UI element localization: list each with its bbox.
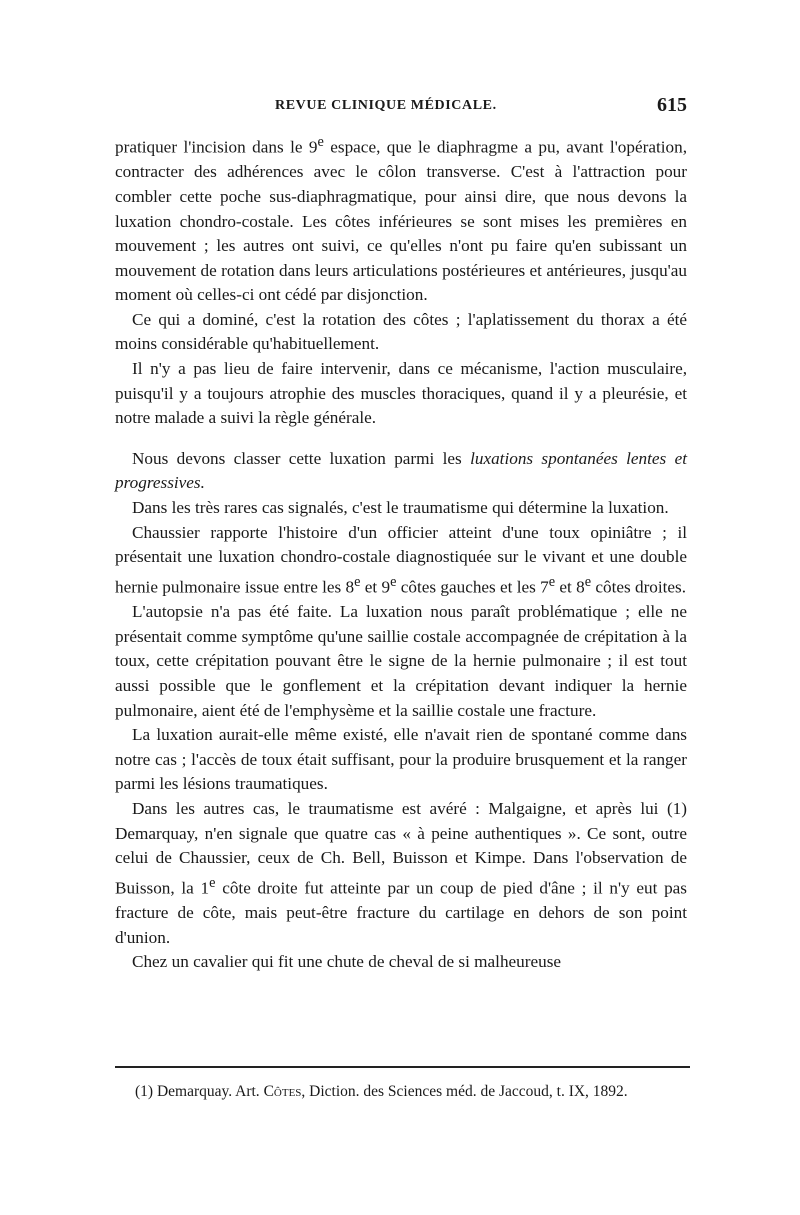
footnote-marker: (1) <box>135 1083 154 1100</box>
body-text <box>115 130 687 975</box>
text-run: Dans les autres cas, le traumatisme est avéré : Malgaigne, et après lui <box>132 798 667 818</box>
paragraph-3: Il n'y a pas lieu de faire intervenir, dans ce mécanisme, l'action musculaire, puisqu'il y a toujours atrophie des muscles thoraciques, quand il y a pleurésie, et notre malade a suivi la règle générale. <box>115 359 687 428</box>
footnote-rule <box>115 1066 690 1068</box>
superscript: e <box>209 874 216 891</box>
running-head <box>115 94 687 122</box>
text-run: pratiquer l'incision dans le 9 <box>115 137 318 157</box>
text-run: , Diction. des Sciences méd. de Jaccoud, t. IX, 1892. <box>301 1083 628 1100</box>
text-run: et 8 <box>555 577 585 597</box>
text-run: côte droite fut atteinte par un coup de pied d'âne ; il n'y eut pas fracture de côte, mais peut-être fracture du cartilage en dehors de son point d'union. <box>115 878 687 947</box>
page-number: 615 <box>657 94 687 116</box>
paragraph-9 <box>115 797 687 950</box>
text-run: Demarquay. Art. <box>153 1083 264 1100</box>
footnote <box>115 1081 687 1103</box>
paragraph-10: Chez un cavalier qui fit une chute de cheval de si malheureuse <box>132 952 562 972</box>
superscript: e <box>390 573 397 590</box>
text-run: Demarquay, n'en signale que quatre cas « à peine authentiques ». Ce sont, outre celui de Chaussier, ceux de Ch. Bell, Buisson et Kimpe. Dans l'observation de Buisson, la 1 <box>115 823 687 898</box>
paragraph-5: Dans les très rares cas signalés, c'est le traumatisme qui détermine la luxation. <box>132 498 669 518</box>
text-run: côtes gauches et les 7 <box>396 577 549 597</box>
text-run: espace, que le diaphragme a pu, avant l'opération, contracter des adhérences avec le côlon transverse. C'est à l'attraction pour combler cette poche sus-diaphragmatique, pour ainsi dire, que nous devons la luxation chondro-costale. Les côtes inférieures se sont mises les premières en mouvement ; les autres ont suivi, ce qu'elles n'ont pu faire qu'en subissant un mouvement de rotation dans leurs articulations postérieures et antérieures, jusqu'au moment où celles-ci ont cédé par disjonction. <box>115 137 687 305</box>
footnote-reference: (1) <box>666 798 687 818</box>
italic-term: luxations spontanées lentes et progressives. <box>115 448 687 493</box>
text-run: et 9 <box>360 577 391 597</box>
paragraph-7: L'autopsie n'a pas été faite. La luxation nous paraît problématique ; elle ne présentait comme symptôme qu'une saillie costale accompagnée de crépitation à la toux, cette crépitation pouvant être le signe de la hernie pulmonaire ; il est tout aussi possible que le gonflement et la crépitation devant indiquer la hernie pulmonaire, aient été de l'emphysème et la saillie costale une fracture. <box>115 602 687 720</box>
paragraph-6 <box>115 521 687 601</box>
text-run: Chaussier rapporte l'histoire d'un officier atteint d'une toux opiniâtre ; il présentait une luxation chondro-costale diagnostiquée sur le vivant et une double hernie pulmonaire issue entre les 8 <box>115 522 687 597</box>
paragraph-2: Ce qui a dominé, c'est la rotation des côtes ; l'aplatissement du thorax a été moins considérable qu'habituellement. <box>115 309 687 354</box>
paragraph-1 <box>115 130 687 308</box>
superscript: e <box>317 134 324 150</box>
superscript: e <box>548 573 556 590</box>
text-run: Nous devons classer cette luxation parmi les <box>132 448 471 468</box>
running-title: REVUE CLINIQUE MÉDICALE. <box>275 98 497 113</box>
paragraph-8: La luxation aurait-elle même existé, elle n'avait rien de spontané comme dans notre cas ; l'accès de toux était suffisant, pour la produire brusquement et la ranger parmi les lésions traumatiques. <box>115 725 687 794</box>
text-run: côtes droites. <box>591 577 687 597</box>
footnote-text <box>115 1081 687 1103</box>
superscript: e <box>354 573 361 590</box>
small-caps-term: Côtes <box>263 1083 302 1100</box>
paragraph-4 <box>115 447 687 496</box>
superscript: e <box>584 573 592 590</box>
